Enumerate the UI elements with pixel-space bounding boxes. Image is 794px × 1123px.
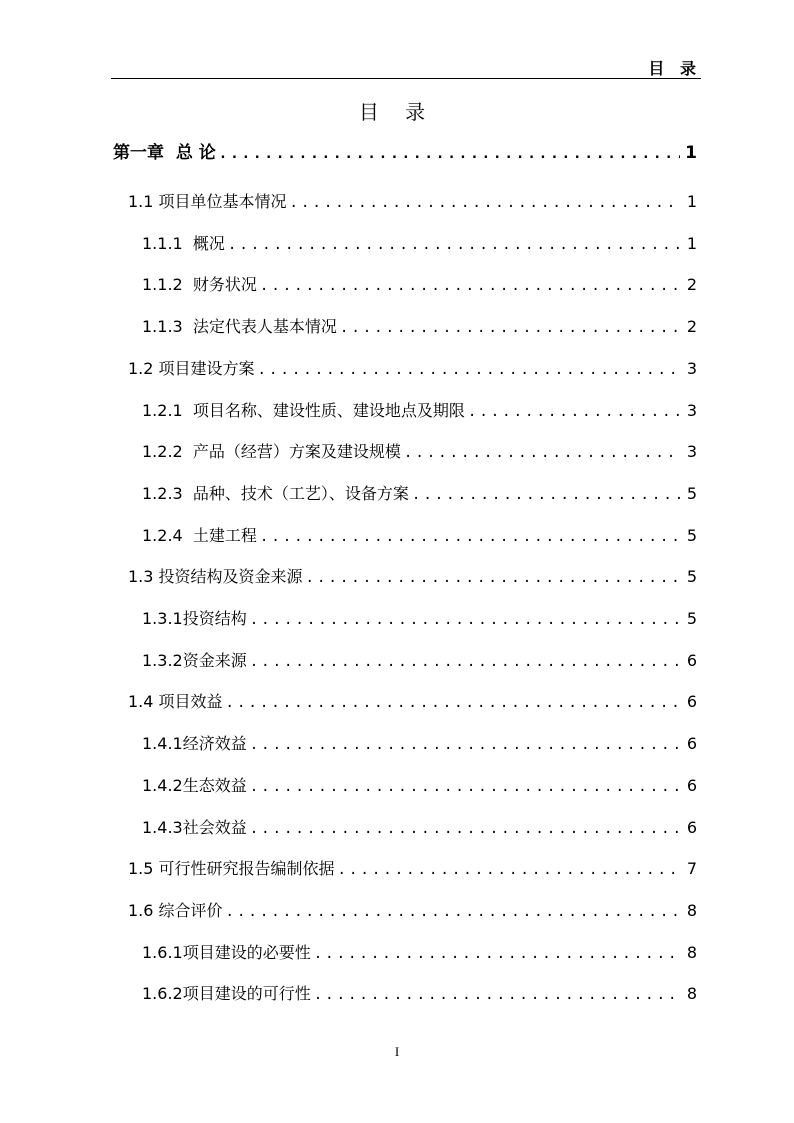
toc-entry-page: 3	[686, 358, 697, 378]
toc-entry-page: 1	[686, 233, 697, 253]
toc-dot-leader	[314, 982, 680, 1008]
toc-entry-page: 1	[686, 192, 697, 211]
toc-entry-page: 5	[686, 525, 697, 545]
toc-entry-page: 7	[686, 859, 697, 879]
toc-entry-page: 6	[686, 692, 697, 712]
toc-entry[interactable]	[142, 481, 697, 507]
toc-entry[interactable]	[142, 231, 697, 257]
toc-entry-label: 1.1.2 财务状况	[142, 275, 257, 295]
toc-entry-label: 1.2 项目建设方案	[128, 358, 255, 378]
page-number: I	[394, 1044, 400, 1059]
toc-dot-leader	[250, 607, 680, 633]
toc-entry-page: 8	[686, 984, 697, 1004]
header-title: 目 录	[648, 59, 701, 78]
toc-dot-leader	[250, 816, 680, 842]
toc-dot-leader	[468, 399, 680, 425]
toc-entry[interactable]	[142, 439, 697, 465]
toc-title: 目 录	[358, 100, 436, 124]
toc-entry-label: 1.2.2 产品（经营）方案及建设规模	[142, 442, 401, 462]
toc-entry[interactable]	[128, 689, 697, 715]
toc-dot-leader	[340, 315, 680, 341]
toc-dot-leader	[314, 941, 680, 967]
toc-entry-label: 第一章 总 论	[113, 143, 216, 163]
toc-entry-label: 1.3 投资结构及资金来源	[128, 567, 303, 587]
toc-entry-label: 1.6.2项目建设的可行性	[142, 984, 311, 1004]
toc-dot-leader	[412, 482, 680, 508]
toc-entry-page: 5	[686, 567, 697, 587]
toc-entry-page: 2	[686, 317, 697, 337]
toc-dot-leader	[338, 857, 680, 883]
toc-entry[interactable]	[142, 815, 697, 841]
toc-entry-page: 2	[686, 275, 697, 295]
toc-entry-label: 1.2.1 项目名称、建设性质、建设地点及期限	[142, 400, 465, 420]
toc-entry-label: 1.4.1经济效益	[142, 734, 247, 754]
toc-entry-page: 6	[686, 650, 697, 670]
toc-dot-leader	[228, 232, 680, 258]
toc-entry-page: 8	[686, 900, 697, 920]
toc-entry-label: 1.4 项目效益	[128, 692, 223, 712]
toc-entry[interactable]	[128, 564, 697, 590]
toc-dot-leader	[404, 440, 680, 466]
toc-dot-leader	[219, 141, 680, 167]
toc-entry-page: 5	[686, 483, 697, 503]
toc-entry-page: 3	[686, 442, 697, 462]
toc-dot-leader	[258, 357, 680, 383]
toc-dot-leader	[250, 649, 680, 675]
toc-entry[interactable]	[128, 189, 697, 215]
toc-entry-label: 1.6 综合评价	[128, 900, 223, 920]
toc-chapter-entry[interactable]	[113, 140, 697, 166]
toc-entry[interactable]	[142, 981, 697, 1007]
toc-entry-page: 6	[686, 775, 697, 795]
toc-dot-leader	[260, 524, 680, 550]
toc-entry[interactable]	[142, 940, 697, 966]
toc-entry-label: 1.1.3 法定代表人基本情况	[142, 317, 337, 337]
header-rule	[111, 78, 701, 79]
toc-dot-leader	[306, 565, 680, 591]
toc-entry-label: 1.1.1 概况	[142, 233, 225, 253]
toc-entry[interactable]	[142, 606, 697, 632]
toc-entry-page: 1	[685, 143, 697, 163]
toc-entry-page: 3	[686, 400, 697, 420]
toc-entry[interactable]	[142, 398, 697, 424]
toc-dot-leader	[250, 774, 680, 800]
toc-entry[interactable]	[142, 314, 697, 340]
toc-entry-page: 8	[686, 942, 697, 962]
toc-entry-label: 1.4.2生态效益	[142, 775, 247, 795]
toc-entry[interactable]	[128, 856, 697, 882]
toc-entry-label: 1.5 可行性研究报告编制依据	[128, 859, 335, 879]
toc-entry[interactable]	[128, 898, 697, 924]
toc-entry-page: 5	[686, 609, 697, 628]
toc-dot-leader	[226, 899, 680, 925]
toc-entry[interactable]	[142, 648, 697, 674]
toc-entry-label: 1.4.3社会效益	[142, 817, 247, 837]
toc-entry[interactable]	[142, 523, 697, 549]
toc-entry[interactable]	[142, 773, 697, 799]
toc-entry-label: 1.6.1项目建设的必要性	[142, 942, 311, 962]
toc-entry-label: 1.3.1投资结构	[142, 609, 247, 628]
toc-entry-label: 1.2.4 土建工程	[142, 525, 257, 545]
toc-entry[interactable]	[142, 272, 697, 298]
toc-entry-label: 1.1 项目单位基本情况	[128, 192, 287, 211]
toc-entry[interactable]	[142, 731, 697, 757]
toc-entry-label: 1.2.3 品种、技术（工艺）、设备方案	[142, 483, 409, 503]
toc-entry-page: 6	[686, 817, 697, 837]
toc-dot-leader	[226, 690, 680, 716]
toc-dot-leader	[250, 732, 680, 758]
toc-entry-page: 6	[686, 734, 697, 754]
toc-entry[interactable]	[128, 356, 697, 382]
toc-dot-leader	[290, 190, 680, 216]
toc-dot-leader	[260, 273, 680, 299]
toc-entry-label: 1.3.2资金来源	[142, 650, 247, 670]
